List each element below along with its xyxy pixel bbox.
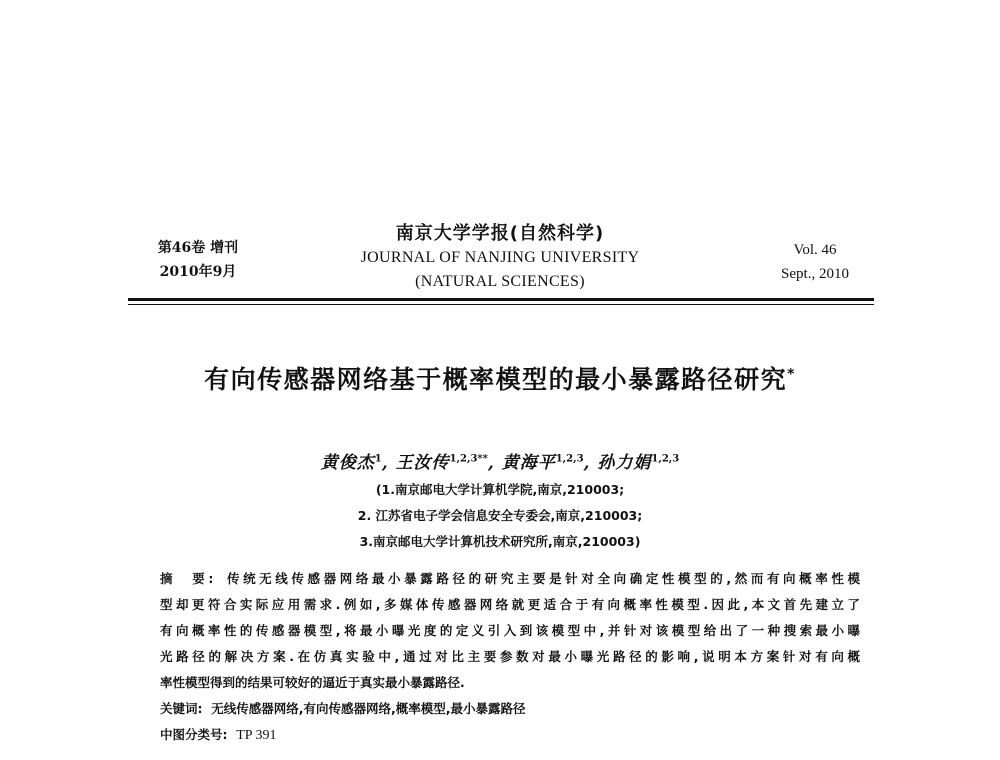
- journal-title-cn: 南京大学学报(自然科学): [395, 223, 605, 244]
- abstract-line: 型却更符合实际应用需求.例如,多媒体传感器网络就更适合于有向概率性模型.因此,本文首先建立了: [160, 597, 860, 612]
- author-name: 王汝传: [395, 453, 450, 473]
- author-name: 黄海平: [501, 453, 556, 473]
- keywords: [160, 696, 860, 722]
- author-name: 孙力娟: [597, 453, 652, 473]
- classification-label: 中图分类号:: [160, 727, 228, 742]
- title-footnote-mark: *: [787, 366, 796, 383]
- header-left: [134, 236, 262, 284]
- abstract-text: 传统无线传感器网络最小暴露路径的研究主要是针对全向确定性模型的,然而有向概率性模: [223, 571, 860, 586]
- affiliation-line: (1.南京邮电大学计算机学院,南京,210003;: [375, 482, 625, 497]
- author-separator: ,: [381, 453, 389, 473]
- volume-cn: 第46卷 增刊: [157, 240, 239, 256]
- author-name: 黄俊杰: [320, 453, 375, 473]
- date-cn: 2010年9月: [159, 264, 237, 280]
- affiliation-line: 2. 江苏省电子学会信息安全专委会,南京,210003;: [357, 508, 643, 523]
- abstract-label: 摘 要:: [160, 571, 214, 586]
- header-rule-thin: [128, 304, 874, 305]
- abstract: [160, 566, 860, 696]
- journal-title-en: JOURNAL OF NANJING UNIVERSITY: [360, 249, 640, 266]
- date-en: Sept., 2010: [781, 266, 849, 282]
- classification: [160, 722, 860, 749]
- author-separator: ,: [583, 453, 591, 473]
- journal-subtitle-en: (NATURAL SCIENCES): [415, 273, 585, 290]
- keywords-label: 关键词:: [160, 701, 203, 716]
- author-affil-mark: 1: [374, 453, 382, 465]
- author-affil-mark: 1,2,3: [555, 453, 584, 465]
- header-rule-thick: [128, 298, 874, 301]
- header-right: [760, 238, 870, 286]
- paper-title-text: 有向传感器网络基于概率模型的最小暴露路径研究: [204, 365, 788, 394]
- author-list: [200, 448, 800, 473]
- keywords-text: 无线传感器网络,有向传感器网络,概率模型,最小暴露路径: [211, 701, 526, 716]
- volume-en: Vol. 46: [793, 242, 837, 258]
- header-center: [330, 222, 670, 294]
- abstract-line: [160, 566, 860, 592]
- author-affil-mark: 1,2,3**: [449, 453, 488, 465]
- abstract-line: 光路径的解决方案.在仿真实验中,通过对比主要参数对最小曝光路径的影响,说明本方案针对有向概: [160, 649, 860, 664]
- affiliation-line: 3.南京邮电大学计算机技术研究所,南京,210003): [359, 534, 641, 549]
- abstract-line: 有向概率性的传感器模型,将最小曝光度的定义引入到该模型中,并针对该模型给出了一种搜索最小曝: [160, 623, 860, 638]
- paper-title: [120, 360, 880, 396]
- author-separator: ,: [487, 453, 495, 473]
- author-affil-mark: 1,2,3: [651, 453, 680, 465]
- abstract-line: 率性模型得到的结果可较好的逼近于真实最小暴露路径.: [160, 675, 465, 690]
- classification-code: TP 391: [236, 728, 277, 743]
